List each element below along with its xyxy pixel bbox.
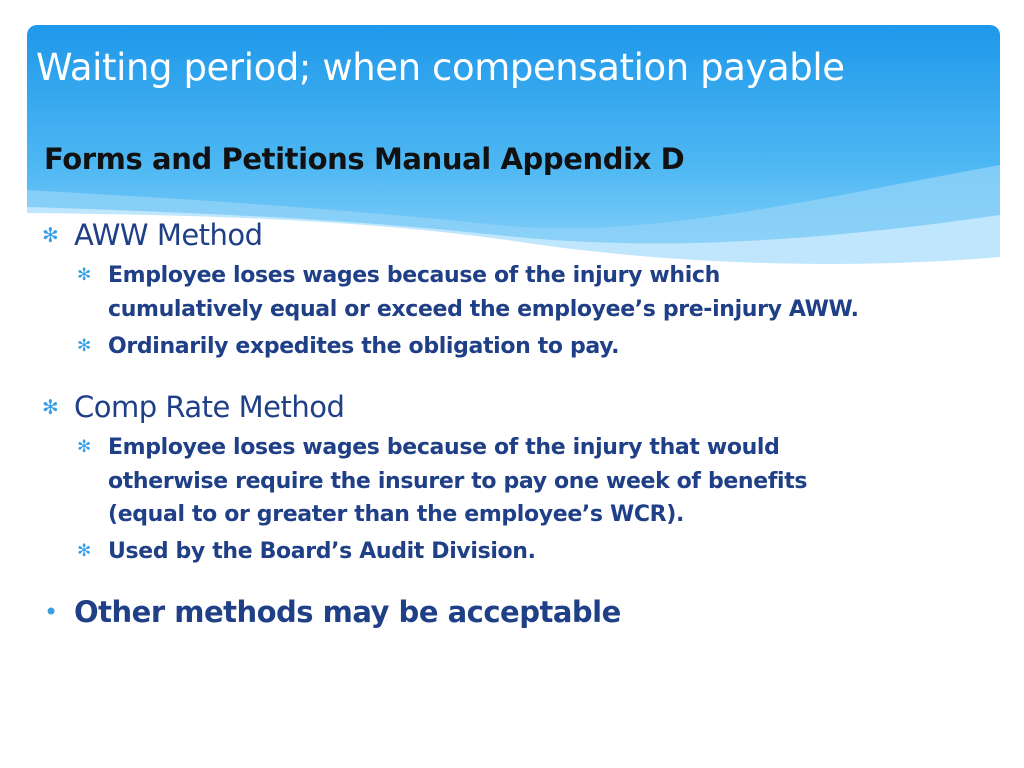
bullet-label: Comp Rate Method [74,389,345,424]
sub-bullet-line: otherwise require the insurer to pay one week of benefits [108,468,808,494]
asterisk-bullet-icon: ✻ [42,223,59,247]
asterisk-bullet-icon: ✻ [77,541,91,562]
sub-bullet [40,330,1015,363]
sub-bullet-line: Used by the Board’s Audit Division. [108,539,536,565]
bullet-comp-rate-method [40,390,1015,425]
bullet-label: Other methods may be acceptable [74,594,621,629]
sub-bullet-line: Ordinarily expedites the obligation to pay. [108,334,620,360]
dot-bullet-icon: • [44,597,58,626]
asterisk-bullet-icon: ✻ [77,437,91,458]
sub-bullet [40,259,1015,326]
bullet-label: AWW Method [74,218,263,252]
asterisk-bullet-icon: ✻ [77,336,91,357]
bullet-aww-method [40,218,1015,253]
slide-subtitle: Forms and Petitions Manual Appendix D [44,142,685,176]
sub-bullet-line: Employee loses wages because of the injury which [108,263,720,289]
asterisk-bullet-icon: ✻ [77,265,91,286]
sub-bullet-line: (equal to or greater than the employee’s WCR). [108,501,684,527]
sub-bullet-line: Employee loses wages because of the injury that would [108,435,780,461]
slide-title: Waiting period; when compensation payable [36,46,845,89]
bullet-other-methods [40,595,1015,630]
bullet-list [40,218,1015,630]
sub-bullet [40,431,1015,531]
sub-bullet-line: cumulatively equal or exceed the employee’s pre-injury AWW. [108,296,859,322]
sub-bullet [40,535,1015,568]
asterisk-bullet-icon: ✻ [42,394,59,419]
